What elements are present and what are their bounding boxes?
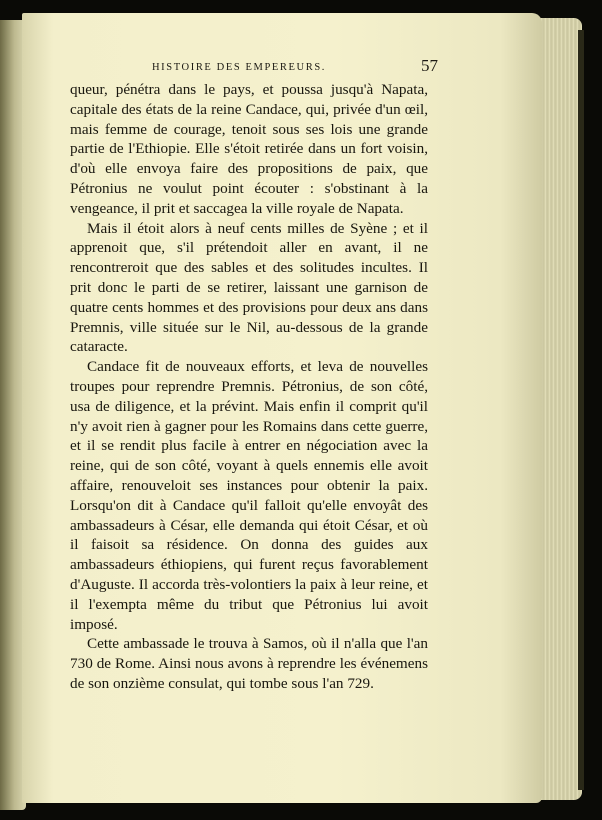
- paragraph-4: Cette ambassade le trouva à Samos, où il n'alla que l'an 730 de Rome. Ainsi nous avons à reprendre les événemens de son onzième consulat, qui tombe sous l'an 729.: [70, 635, 428, 692]
- page-stack-edge: [536, 18, 582, 800]
- paragraph-1: queur, pénétra dans le pays, et poussa jusqu'à Napata, capitale des états de la reine Candace, qui, privée d'un œil, mais femme de courage, tenoit sous ses lois une grande partie de l'Ethiopie. Elle s'étoit retirée dans un fort voisin, d'où elle envoya faire des propositions de paix, que Pétronius ne voulut point écouter : s'obstinant à la vengeance, il prit et saccagea la ville royale de Napata.: [70, 81, 428, 217]
- running-head: HISTOIRE DES EMPEREURS.: [152, 62, 326, 73]
- paragraph-2: Mais il étoit alors à neuf cents milles de Syène ; et il apprenoit que, s'il prétendoit aller en avant, il ne rencontreroit que des sables et des solitudes incultes. Il prit donc le parti de se retirer, laissant une garnison de quatre cents hommes et des provisions pour deux ans dans Premnis, ville située sur le Nil, au-dessous de la grande cataracte.: [70, 219, 428, 356]
- body-text: [70, 80, 428, 694]
- page-number: 57: [421, 56, 438, 75]
- paragraph-3: Candace fit de nouveaux efforts, et leva de nouvelles troupes pour reprendre Premnis. Pétronius, de son côté, usa de diligence, et la prévint. Mais enfin il comprit qu'il n'y avoit rien à gagner pour les Romains dans cette guerre, et il se rendit plus facile à entrer en négociation avec la reine, qui de son côté, voyant à quels ennemis elle avoit affaire, renouveloit ses instances pour obtenir la paix. Lorsqu'on dit à Candace qu'il falloit qu'elle envoyât des ambassadeurs à César, elle demanda qui étoit César, et où il faisoit sa résidence. On donna des guides aux ambassadeurs éthiopiens, qui furent reçus favorablement d'Auguste. Il accorda très-volontiers la paix à leur reine, et il l'exempta même du tribut que Pétronius lui avoit imposé.: [70, 358, 428, 633]
- book-fore-edge: [578, 30, 584, 790]
